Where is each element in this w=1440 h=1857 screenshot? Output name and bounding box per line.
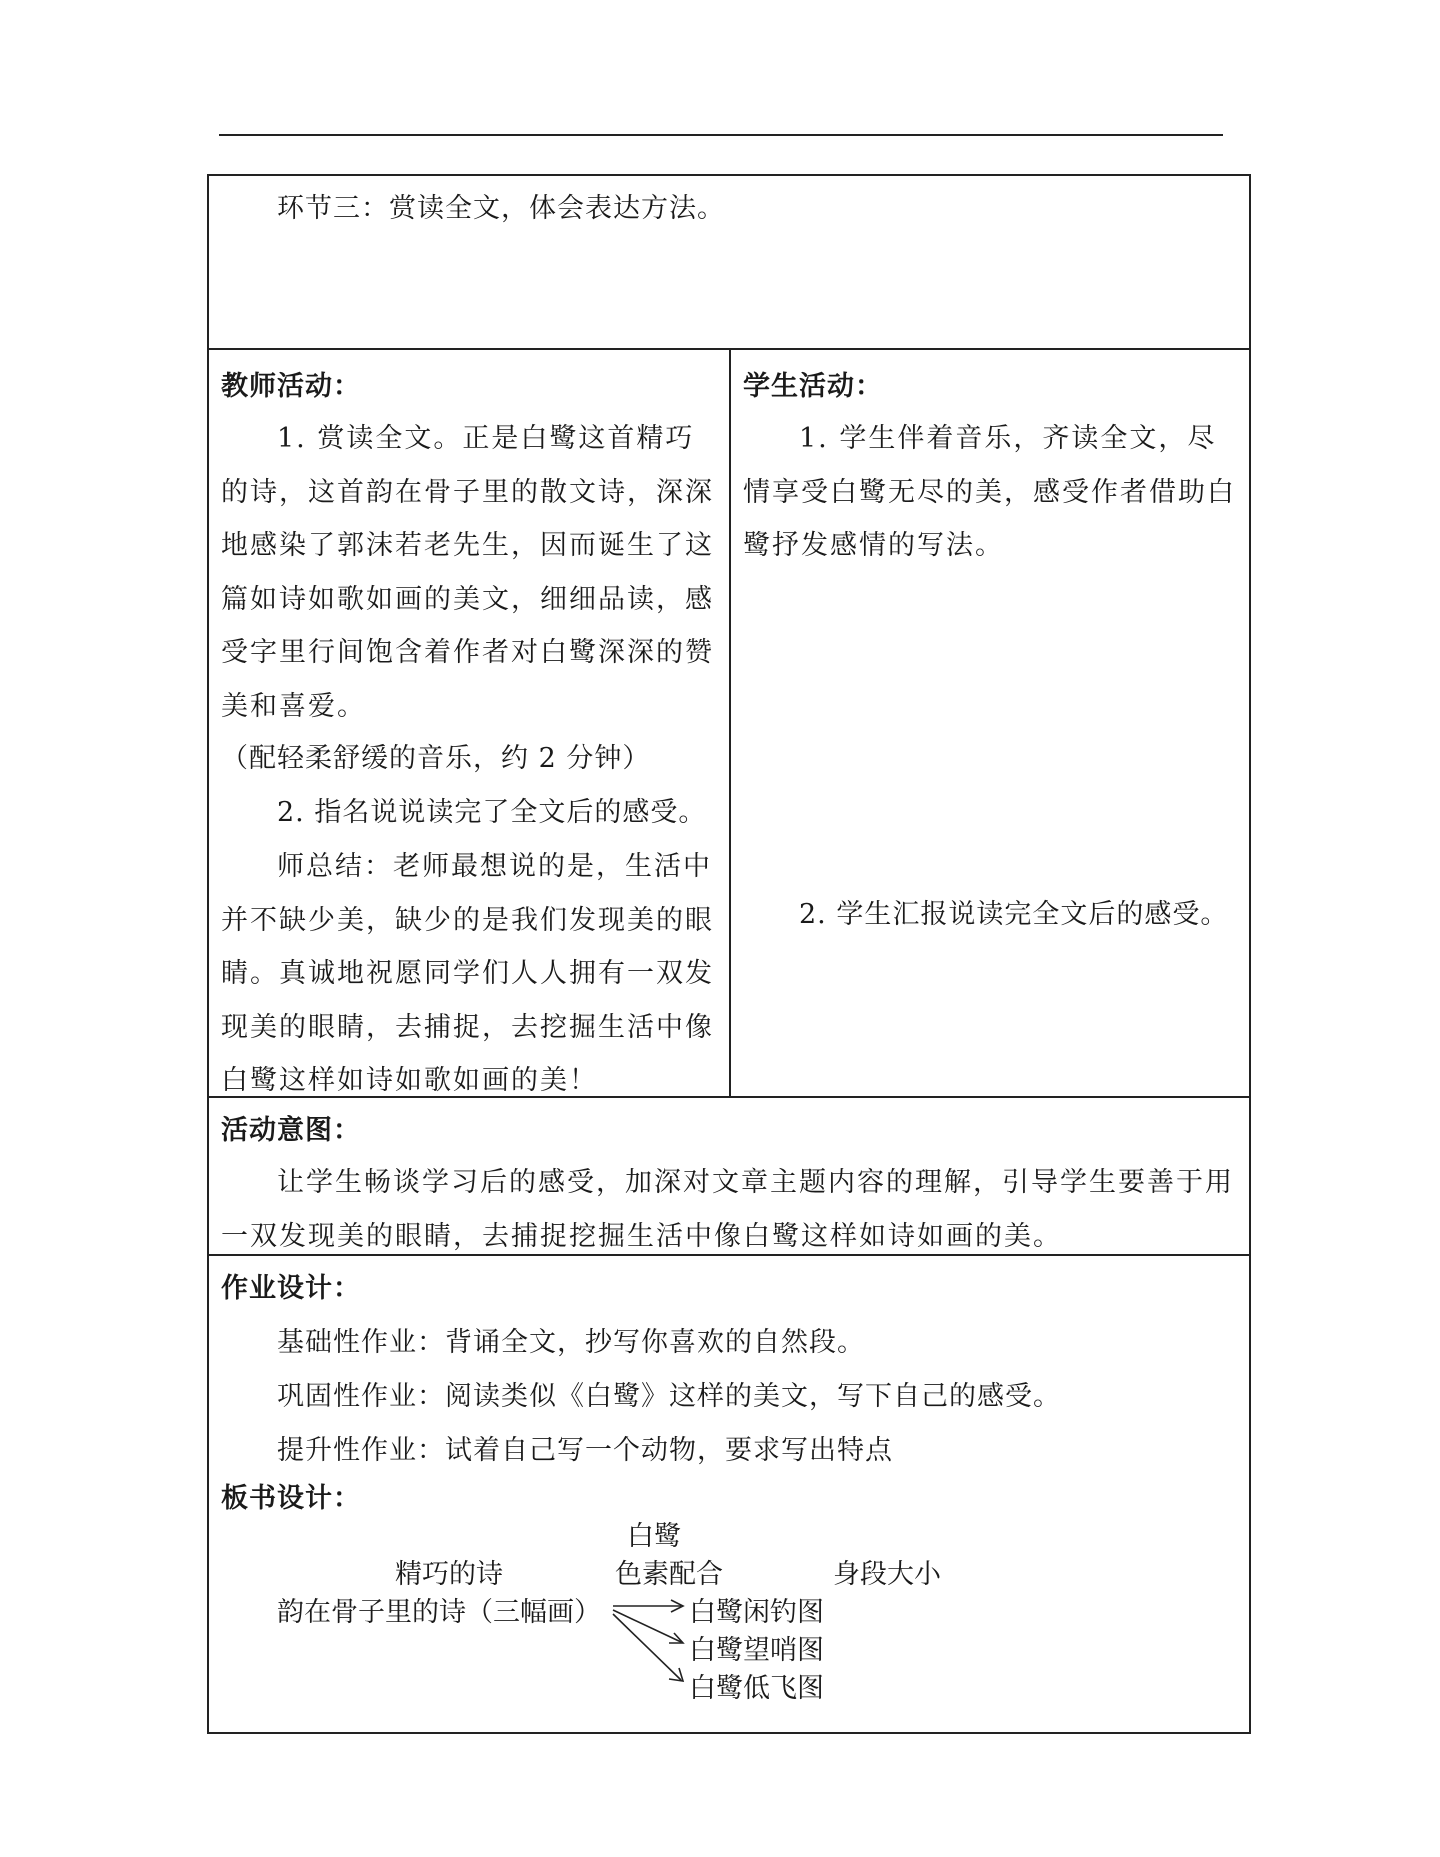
board-branch-3: 白鹭低飞图: [689, 1673, 824, 1704]
arrow-line-2: [613, 1610, 681, 1642]
header-rule: [219, 134, 1223, 136]
student-paragraph-1: 1. 学生伴着音乐，齐读全文，尽情享受白鹭无尽的美，感受作者借助白鹭抒发感情的写法。: [743, 423, 1236, 561]
homework-basic: 基础性作业：背诵全文，抄写你喜欢的自然段。: [277, 1327, 865, 1358]
student-heading: 学生活动：: [743, 371, 883, 402]
board-branch-1: 白鹭闲钓图: [689, 1597, 824, 1628]
board-column-3: 身段大小: [833, 1559, 941, 1590]
board-column-2: 色素配合: [615, 1559, 723, 1590]
student-paragraph-2: 2. 学生汇报说读完全文后的感受。: [799, 899, 1229, 930]
board-arrows: [209, 176, 1249, 1732]
teacher-summary: 师总结：老师最想说的是，生活中并不缺少美，缺少的是我们发现美的眼睛。真诚地祝愿同学们人人拥有一双发现美的眼睛，去捕捉，去挖掘生活中像白鹭这样如诗如歌如画的美！: [221, 851, 714, 1096]
lesson-plan-table: [207, 174, 1251, 1734]
teacher-heading: 教师活动：: [221, 371, 361, 402]
board-top-label: 白鹭: [627, 1521, 681, 1552]
homework-consolidate: 巩固性作业：阅读类似《白鹭》这样的美文，写下自己的感受。: [277, 1381, 1061, 1412]
teacher-paragraph-2: 2. 指名说说读完了全文后的感受。: [277, 797, 707, 828]
board-root: 韵在骨子里的诗（三幅画）: [277, 1597, 601, 1628]
section-title: 环节三：赏读全文，体会表达方法。: [277, 193, 725, 224]
homework-advanced: 提升性作业：试着自己写一个动物，要求写出特点: [277, 1435, 893, 1466]
board-branch-2: 白鹭望哨图: [689, 1635, 824, 1666]
arrow-line-3: [613, 1614, 681, 1680]
board-heading: 板书设计：: [221, 1483, 361, 1514]
teacher-music-note: （配轻柔舒缓的音乐，约 2 分钟）: [221, 743, 651, 774]
board-column-1: 精巧的诗: [395, 1559, 503, 1590]
teacher-paragraph-1: 1. 赏读全文。正是白鹭这首精巧的诗，这首韵在骨子里的散文诗，深深地感染了郭沫若老先生，因而诞生了这篇如诗如歌如画的美文，细细品读，感受字里行间饱含着作者对白鹭深深的赞美和喜爱。: [221, 423, 714, 722]
intent-heading: 活动意图：: [221, 1115, 361, 1146]
intent-text: 让学生畅谈学习后的感受，加深对文章主题内容的理解，引导学生要善于用一双发现美的眼睛，去捕捉挖掘生活中像白鹭这样如诗如画的美。: [221, 1167, 1234, 1252]
homework-heading: 作业设计：: [221, 1273, 361, 1304]
